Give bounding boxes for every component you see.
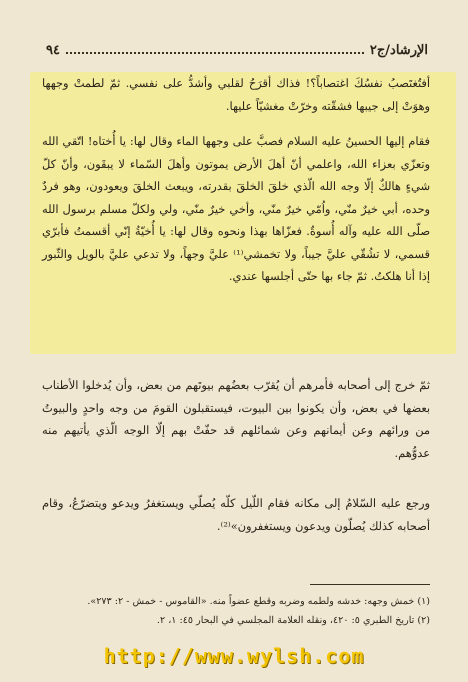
header-dotted-leader [66,46,364,54]
paragraph-3-text: ثمّ خرج إلى أصحابه فأمرهم أن يُقرّب بعضُهم بيوتَهم من بعض، وأن يُدخلوا الأطناب بعضها في بعض، وأن يكونوا بين البيوت، فيستقبلون القومَ من وجه واحدٍ والبيوتُ من ورائهم وعن أيمانهم وعن شمائلهم قد حفّتْ بهم إلّا الوجه الّذي يأتيهم منه عدوُّهم. [42,378,430,460]
paragraph-3 [42,374,430,464]
watermark-url: http://www.wylsh.com [103,644,365,668]
page-header [46,40,428,60]
footnote-1: (١) خمش وجهه: خدشه ولطمه وضربه وقطع عضواً منه. «القاموس - خمش - ٢: ٢٧٣». [87,596,430,607]
paragraph-4-text: ورجع عليه السّلامُ إلى مكانه فقام اللّيل كلّه يُصلّي ويستغفرُ ويدعو ويتضرّعُ، وقام أصحابه كذلك يُصلّون ويدعون ويستغفرون»⁽²⁾. [42,496,430,533]
paragraph-1 [42,72,430,117]
footnotes [48,592,430,630]
paragraph-1-text: أفتُغتَصبُ نفسُكَ اغتصاباً؟! فذاك أقرَحُ لقلبي وأشدُّ على نفسي. ثمّ لطمتْ وجهها وهوَتْ إلى جيبها فشقّته وخرّتْ مغشيّاً عليها. [42,76,430,113]
paragraph-2-text: فقام إليها الحسينُ عليه السلام فصبَّ على وجهها الماء وقال لها: يا أُختاه! اتّقي الله وتعزّي بعزاء الله، واعلمي أنّ أهلَ الأرض يموتون وأهلَ السّماء لا يبقَون، وأنّ كلّ شيءٍ هالكٌ إلّا وجه الله الّذي خلقَ الخلقَ بقدرته، ويبعث الخلقَ ويعودون، وهو فردٌ وحده، أبي خيرٌ منّي، واُمّي خيرٌ منّي، وأخي خيرٌ منّي، ولي ولكلّ مسلم برسول الله صلّى الله عليه وآله أُسوةٌ. فعزّاها بهذا ونحوه وقال لها: يا أُخيّةُ إنّي أقسمتُ فأبرّي قسمي، لا تشُقّي عليَّ جيباً، ولا تخمشي⁽¹⁾ عليَّ وجهاً، ولا تدعي عليَّ بالويل والثّبور إذا أنا هلكتُ. ثمّ جاء بها حتّى أجلسها عندي. [42,134,430,283]
footnote-divider [310,584,430,585]
paragraph-4 [42,492,430,537]
page-number: ٩٤ [46,42,60,58]
footnote-2: (٢) تاريخ الطبري ٥: ٤٢٠، ونقله العلامة المجلسي في البحار ٤٥: ١، ٢. [156,615,430,626]
paragraph-2 [42,130,430,288]
running-title: الإرشاد/ج٢ [369,42,428,58]
